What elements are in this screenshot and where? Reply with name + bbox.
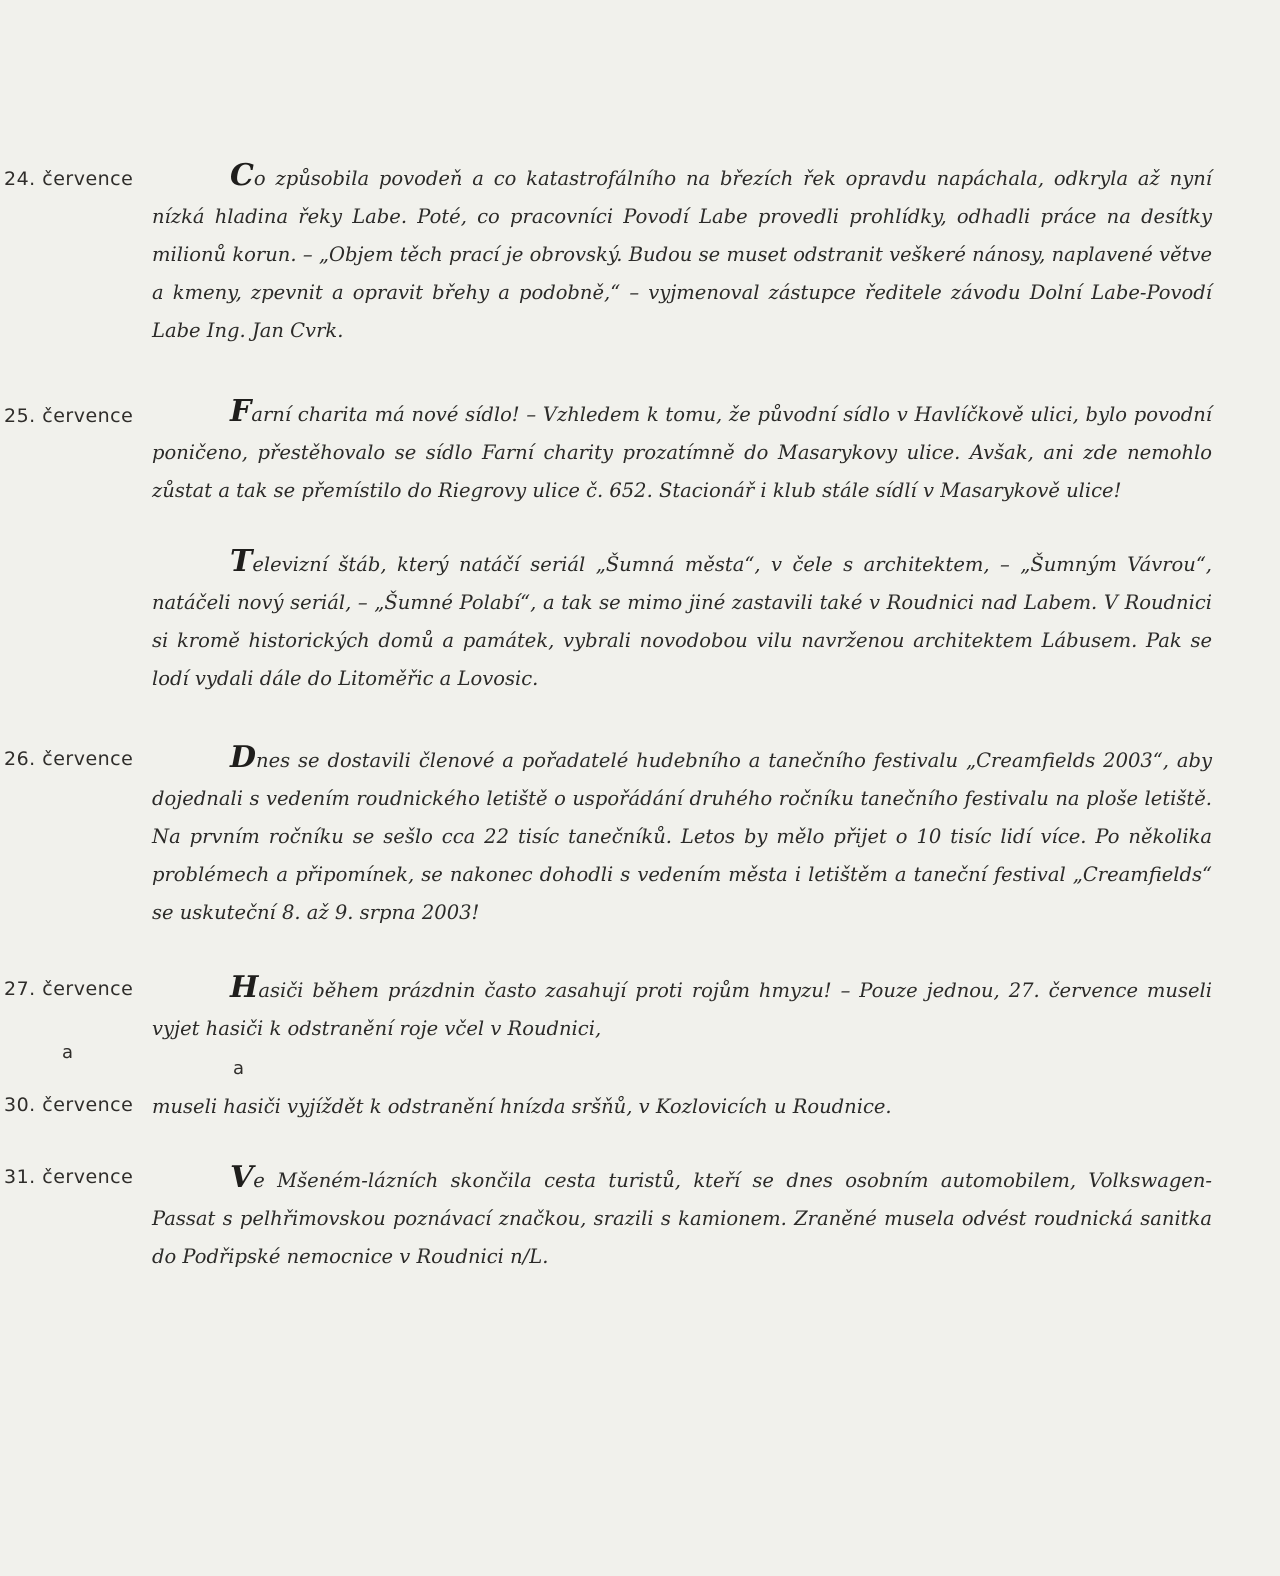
chronicle-entry: [152, 1162, 1212, 1276]
drop-cap: C: [230, 158, 254, 193]
drop-cap: H: [230, 970, 259, 1005]
drop-cap: D: [230, 740, 257, 775]
entry-date: 31. července: [4, 1166, 134, 1188]
entry-paragraph: [152, 972, 1212, 1048]
text-connector: a: [233, 1058, 245, 1079]
drop-cap: T: [230, 544, 253, 579]
drop-cap: F: [230, 394, 252, 429]
entry-paragraph: [152, 396, 1212, 510]
chronicle-entry: [152, 396, 1212, 698]
date-connector: a: [62, 1042, 74, 1063]
entry-paragraph: [152, 1088, 1212, 1126]
chronicle-entry: [152, 160, 1212, 350]
entry-paragraph: [152, 742, 1212, 932]
paragraph-text: e Mšeném-lázních skončila cesta turistů, kteří se dnes osobním automobilem, Volkswagen-Passat s pelhřimovskou poznávací značkou, srazili s kamionem. Zraněné musela odvést roudnická sanitka do Podřipské nemocnice v Roudnici n/L.: [152, 1169, 1212, 1268]
paragraph-text: nes se dostavili členové a pořadatelé hudebního a tanečního festivalu „Creamfields 2003“, aby dojednali s vedením roudnického letiště o uspořádání druhého ročníku tanečního festivalu na ploše letiště. Na prvním ročníku se sešlo cca 22 tisíc tanečníků. Letos by mělo přijet o 10 tisíc lidí více. Po několika problémech a připomínek, se nakonec dohodli s vedením města i letištěm a taneční festival „Creamfields“ se uskuteční 8. až 9. srpna 2003!: [152, 749, 1212, 924]
chronicle-entry: [152, 742, 1212, 932]
entry-date: 27. července: [4, 978, 134, 1000]
paragraph-text: o způsobila povodeň a co katastrofálního na březích řek opravdu napáchala, odkryla až nyní nízká hladina řeky Labe. Poté, co pracovníci Povodí Labe provedli prohlídky, odhadli práce na desítky milionů korun. – „Objem těch prací je obrovský. Budou se muset odstranit veškeré nánosy, naplavené větve a kmeny, zpevnit a opravit břehy a podobně,“ – vyjmenoval zástupce ředitele závodu Dolní Labe-Povodí Labe Ing. Jan Cvrk.: [152, 167, 1212, 342]
entry-paragraph: [152, 160, 1212, 350]
entry-date: 25. července: [4, 405, 134, 427]
drop-cap: V: [230, 1160, 254, 1195]
entry-date: 26. července: [4, 748, 134, 770]
entry-paragraph: [152, 1162, 1212, 1276]
entry-paragraph: [152, 546, 1212, 698]
chronicle-entry: [152, 1088, 1212, 1126]
entry-date: 24. července: [4, 168, 134, 190]
paragraph-text: asiči během prázdnin často zasahují proti rojům hmyzu! – Pouze jednou, 27. července museli vyjet hasiči k odstranění roje včel v Roudnici,: [152, 979, 1212, 1040]
paragraph-text: elevizní štáb, který natáčí seriál „Šumná města“, v čele s architektem, – „Šumným Vávrou“, natáčeli nový seriál, – „Šumné Polabí“, a tak se mimo jiné zastavili také v Roudnici nad Labem. V Roudnici si kromě historických domů a památek, vybrali novodobou vilu navrženou architektem Lábusem. Pak se lodí vydali dále do Litoměřic a Lovosic.: [152, 553, 1212, 690]
paragraph-text: museli hasiči vyjíždět k odstranění hnízda sršňů, v Kozlovicích u Roudnice.: [152, 1095, 892, 1118]
entry-date: 30. července: [4, 1094, 134, 1116]
paragraph-text: arní charita má nové sídlo! – Vzhledem k tomu, že původní sídlo v Havlíčkově ulici, bylo povodní poničeno, přestěhovalo se sídlo Farní charity prozatímně do Masarykovy ulice. Avšak, ani zde nemohlo zůstat a tak se přemístilo do Riegrovy ulice č. 652. Stacionář i klub stále sídlí v Masarykově ulice!: [152, 403, 1212, 502]
chronicle-entry: [152, 972, 1212, 1048]
